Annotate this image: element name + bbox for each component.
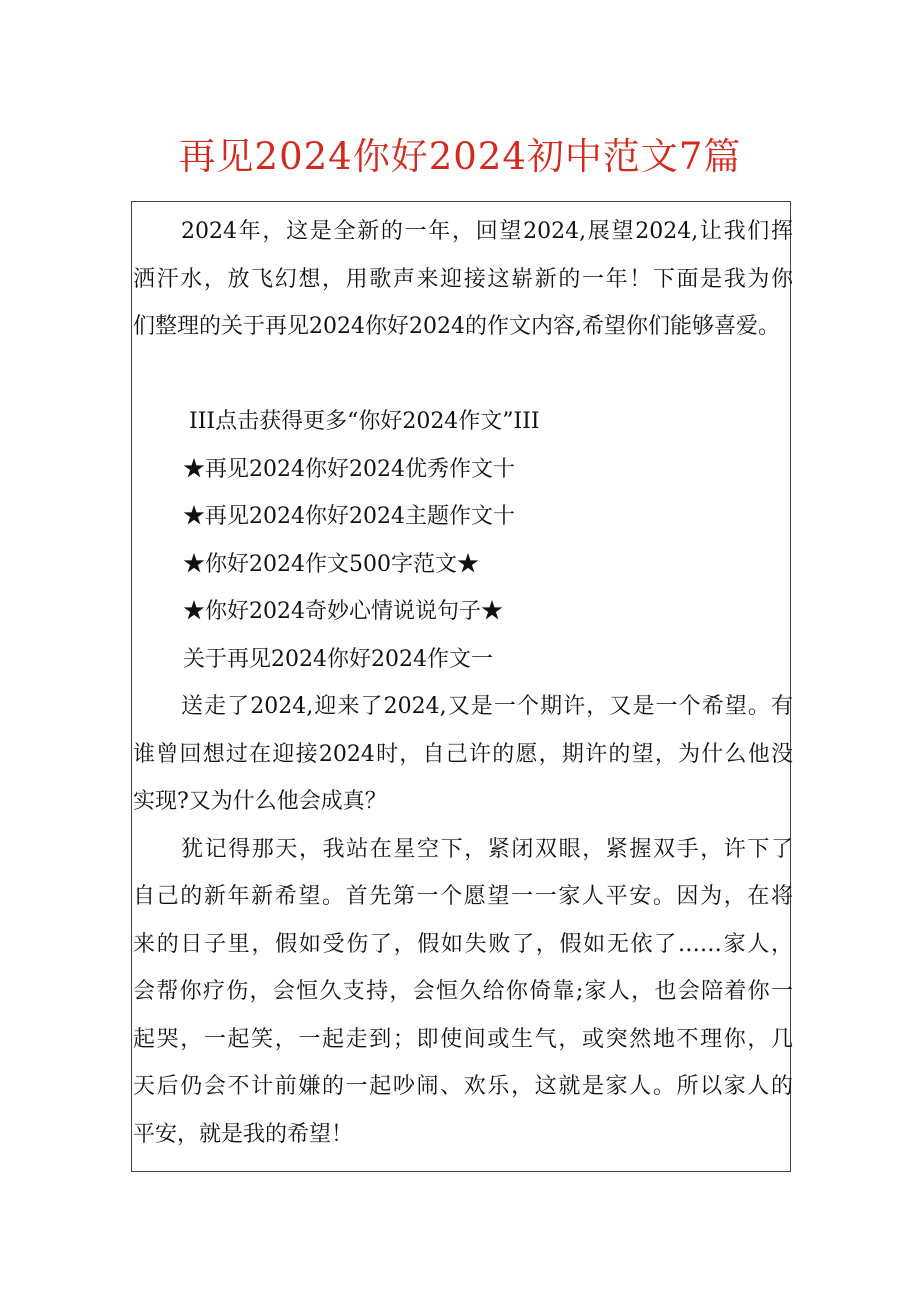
article-body	[133, 208, 793, 1158]
blank-spacer	[133, 351, 793, 399]
paragraph2-line: 起哭，一起笑，一起走到；即使间或生气，或突然地不理你，几	[133, 1026, 793, 1052]
paragraph2-line: 自己的新年新希望。首先第一个愿望一一家人平安。因为，在将	[133, 884, 793, 909]
paragraph2-line: 犹记得那天，我站在星空下，紧闭双眼，紧握双手，许下了	[181, 836, 793, 862]
paragraph2-line: 来的日子里，假如受伤了，假如失败了，假如无依了……家人，	[133, 931, 793, 957]
paragraph2-line: 平安，就是我的希望！	[133, 1121, 354, 1147]
section-heading: 关于再见2024你好2024作文一	[183, 646, 493, 672]
paragraph1-line: 谁曾回想过在迎接2024时，自己许的愿，期许的望，为什么他没	[133, 741, 793, 767]
paragraph1-line: 送走了2024,迎来了2024,又是一个期许，又是一个希望。有	[181, 694, 793, 719]
paragraph2-line: 会帮你疗伤，会恒久支持，会恒久给你倚靠;家人，也会陪着你一	[133, 979, 793, 1004]
star-link-4[interactable]: ★你好2024奇妙心情说说句子★	[183, 599, 503, 624]
star-link-2[interactable]: ★再见2024你好2024主题作文十	[183, 504, 515, 529]
more-essays-link[interactable]: III点击获得更多“你好2024作文”III	[189, 409, 540, 434]
intro-line: 洒汗水，放飞幻想，用歌声来迎接这崭新的一年！下面是我为你	[133, 266, 793, 292]
paragraph2-line: 天后仍会不计前嫌的一起吵闹、欢乐，这就是家人。所以家人的	[133, 1074, 793, 1099]
page-title: 再见2024你好2024初中范文7篇	[178, 135, 742, 178]
intro-line: 2024年，这是全新的一年，回望2024,展望2024,让我们挥	[181, 219, 793, 244]
star-link-1[interactable]: ★再见2024你好2024优秀作文十	[183, 456, 515, 482]
star-link-3[interactable]: ★你好2024作文500字范文★	[183, 551, 479, 577]
intro-line: 们整理的关于再见2024你好2024的作文内容,希望你们能够喜爱。	[133, 314, 780, 339]
paragraph1-line: 实现?又为什么他会成真？	[133, 789, 387, 814]
